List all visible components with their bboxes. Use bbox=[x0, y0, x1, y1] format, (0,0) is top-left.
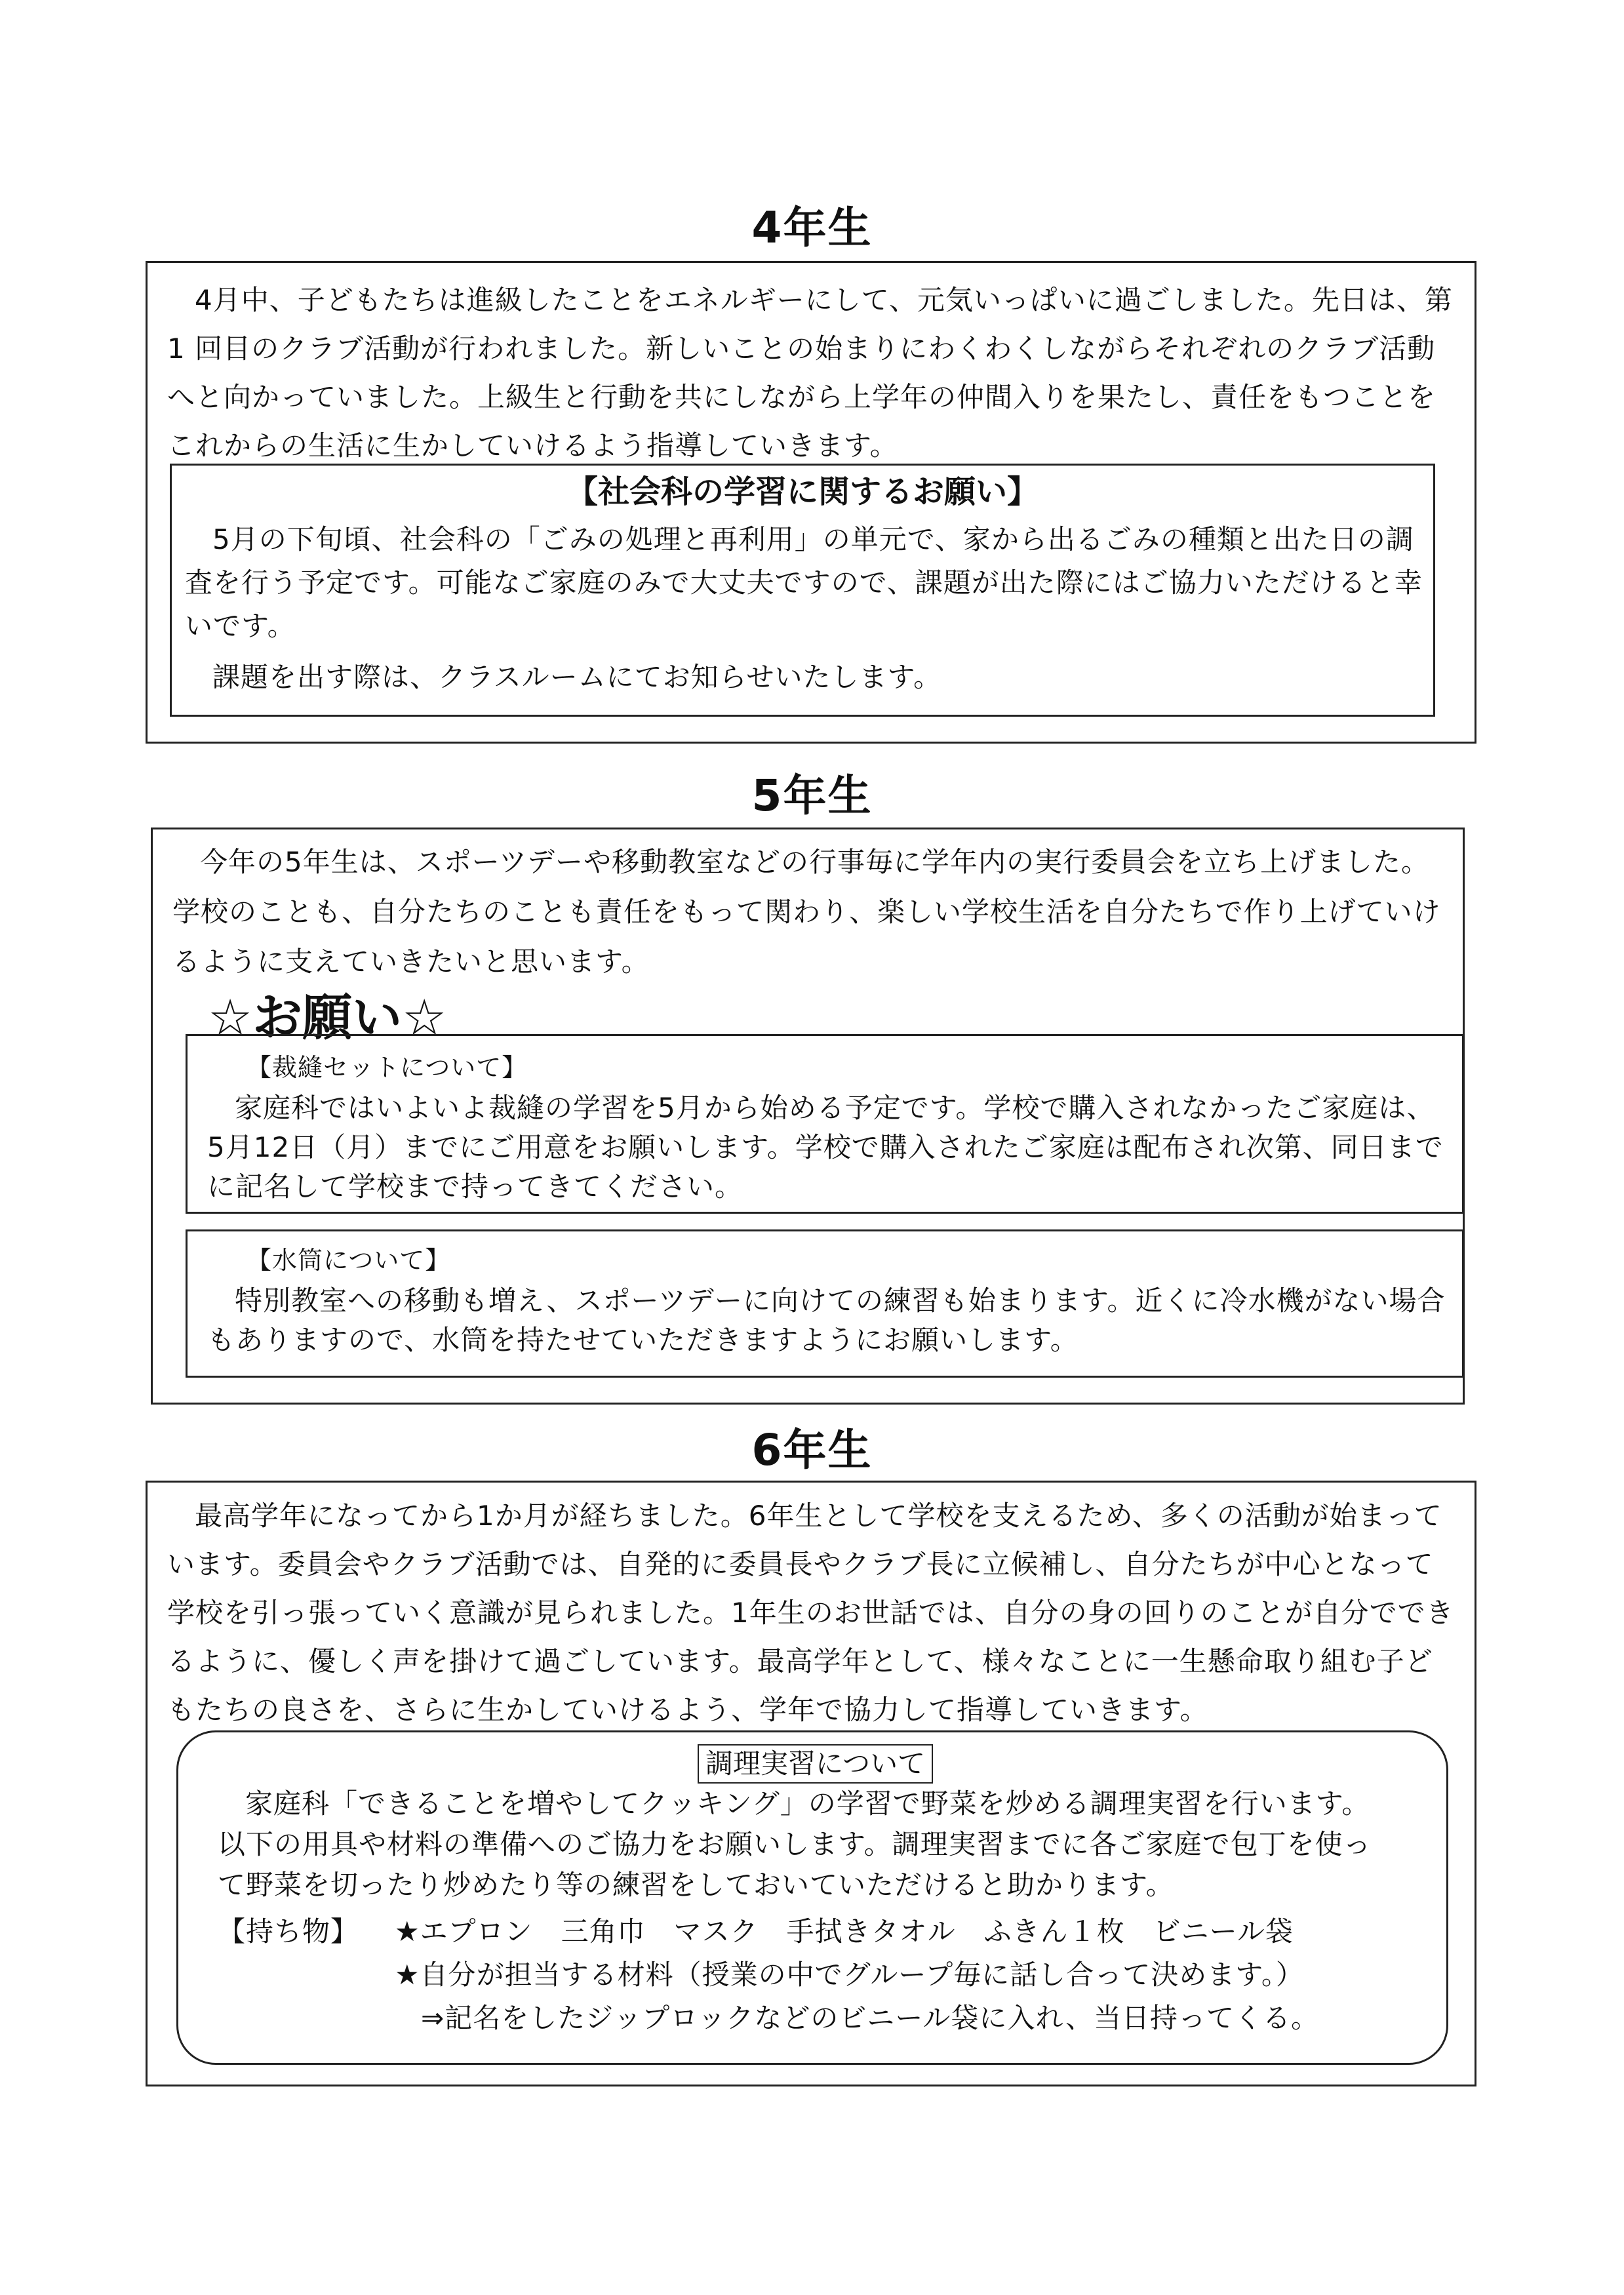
cooking-box bbox=[176, 1730, 1448, 2065]
grade4-notice-para1: 5月の下旬頃、社会科の「ごみの処理と再利用」の単元で、家から出るごみの種類と出た日の調査を行う予定です。可能なご家庭のみで大丈夫ですので、課題が出た際にはご協力いただけると幸いです。 bbox=[185, 523, 1423, 642]
cooking-text: 家庭科「できることを増やしてクッキング」の学習で野菜を炒める調理実習を行います。以下の用具や材料の準備へのご協力をお願いします。調理実習までに各ご家庭で包丁を使って野菜を切ったり炒めたり等の練習をしておいていただけると助かります。 bbox=[218, 1787, 1372, 1901]
water-bottle-box bbox=[186, 1229, 1464, 1378]
grade5-section bbox=[151, 828, 1465, 1405]
cooking-items-label: 【持ち物】 bbox=[218, 1915, 359, 1947]
grade5-heading: 5年生 bbox=[751, 770, 873, 821]
grade6-heading: 6年生 bbox=[751, 1425, 873, 1475]
grade4-notice-box bbox=[170, 464, 1435, 717]
grade6-body: 最高学年になってから1か月が経ちました。6年生として学校を支えるため、多くの活動が始まっています。委員会やクラブ活動では、自発的に委員長やクラブ長に立候補し、自分たちが中心となって学校を引っ張っていく意識が見られました。1年生のお世話では、自分の身の回りのことが自分でできるように、優しく声を掛けて過ごしています。最高学年として、様々なことに一生懸命取り組む子どもたちの良さを、さらに生かしていけるよう、学年で協力して指導していきます。 bbox=[167, 1500, 1454, 1726]
cooking-items-line2: ★自分が担当する材料（授業の中でグループ毎に話し合って決めます。） bbox=[395, 1959, 1304, 1991]
water-bottle-text: 特別教室への移動も増え、スポーツデーに向けての練習も始まります。近くに冷水機がない場合もありますので、水筒を持たせていただきますようにお願いします。 bbox=[207, 1285, 1446, 1356]
cooking-items-line3: ⇒記名をしたジップロックなどのビニール袋に入れ、当日持ってくる。 bbox=[421, 2002, 1320, 2034]
water-bottle-label: 【水筒について】 bbox=[247, 1246, 451, 1275]
sewing-set-text: 家庭科ではいよいよ裁縫の学習を5月から始める予定です。学校で購入されなかったご家庭は、5月12日（月）までにご用意をお願いします。学校で購入されたご家庭は配布され次第、同日までに記名して学校まで持ってきてください。 bbox=[207, 1092, 1444, 1203]
sewing-set-box bbox=[186, 1034, 1464, 1214]
grade6-section bbox=[146, 1481, 1476, 2086]
cooking-title: 調理実習について bbox=[698, 1744, 933, 1784]
grade4-heading: 4年生 bbox=[751, 203, 873, 253]
grade4-notice-title: 【社会科の学習に関するお願い】 bbox=[566, 473, 1039, 510]
grade4-notice-para2: 課題を出す際は、クラスルームにてお知らせいたします。 bbox=[212, 661, 942, 693]
grade5-body: 今年の5年生は、スポーツデーや移動教室などの行事毎に学年内の実行委員会を立ち上げました。学校のことも、自分たちのことも責任をもって関わり、楽しい学校生活を自分たちで作り上げていけるように支えていきたいと思います。 bbox=[172, 846, 1441, 978]
cooking-items-line1: ★エプロン 三角巾 マスク 手拭きタオル ふきん１枚 ビニール袋 bbox=[395, 1915, 1294, 1947]
grade4-section bbox=[146, 261, 1476, 744]
sewing-set-label: 【裁縫セットについて】 bbox=[247, 1053, 528, 1082]
onegai-heading: ☆お願い☆ bbox=[208, 988, 447, 1047]
grade4-body: 4月中、子どもたちは進級したことをエネルギーにして、元気いっぱいに過ごしました。先日は、第 1 回目のクラブ活動が行われました。新しいことの始まりにわくわくしながらそれぞれのクラブ活動へと向かっていました。上級生と行動を共にしながら上学年の仲間入りを果たし、責任をもつことをこれからの生活に生かしていけるよう指導していきます。 bbox=[167, 284, 1453, 462]
